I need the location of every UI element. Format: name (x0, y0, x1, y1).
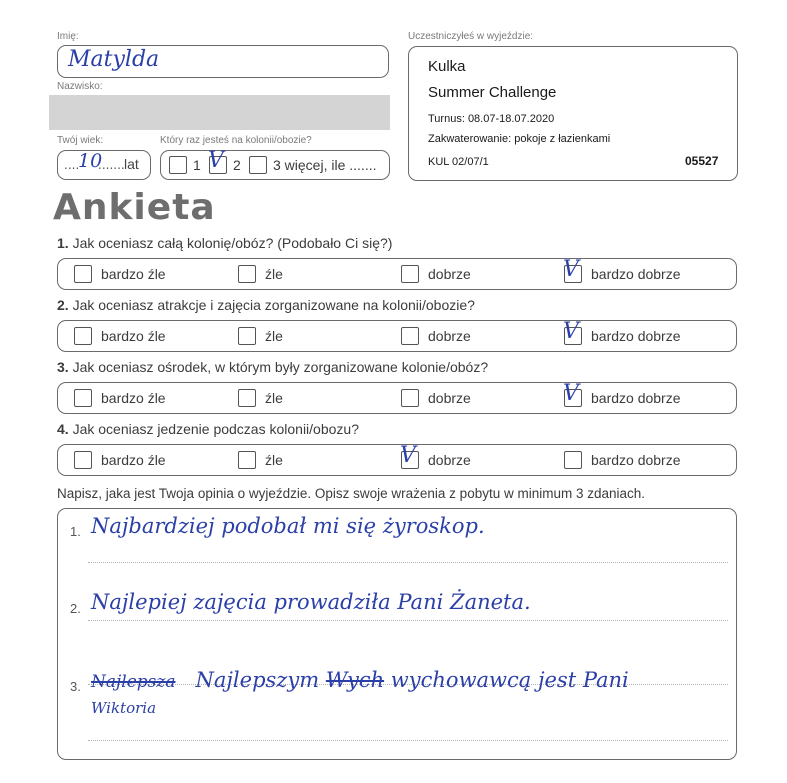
rating-option-label: bardzo dobrze (591, 266, 681, 282)
rating-option[interactable] (401, 264, 471, 284)
times-field (160, 150, 390, 180)
rating-checkbox[interactable] (563, 381, 582, 407)
times-checkbox-1[interactable] (169, 156, 187, 174)
rating-option[interactable] (238, 326, 283, 346)
rating-option-label: bardzo źle (101, 266, 166, 282)
rating-option-label: dobrze (428, 390, 471, 406)
rating-checkbox[interactable] (401, 265, 419, 283)
rating-option[interactable] (74, 264, 166, 284)
times-checkbox-3[interactable] (249, 156, 267, 174)
rating-option[interactable] (74, 388, 166, 408)
trip-code: KUL 02/07/1 (428, 156, 489, 168)
rating-option-label: źle (265, 390, 283, 406)
opinion-box[interactable] (57, 508, 737, 760)
answer-3-number: 3. (70, 679, 81, 694)
times-option-1-label: 1 (193, 157, 201, 173)
name-value: Matylda (68, 47, 160, 72)
rating-option-label: bardzo dobrze (591, 390, 681, 406)
times-option-3-label: 3 więcej, ile ....... (273, 157, 377, 173)
question-3-text: 3. Jak oceniasz ośrodek, w którym były zorganizowane kolonie/obóz? (57, 359, 489, 375)
struck-word: Najlepsza (91, 672, 176, 692)
opinion-prompt: Napisz, jaka jest Twoja opinia o wyjeździe. Opisz swoje wrażenia z pobytu w minimum 3 zdaniach. (57, 486, 646, 501)
rating-checkbox[interactable] (238, 265, 256, 283)
rating-checkbox[interactable] (238, 451, 256, 469)
rating-option[interactable] (400, 443, 471, 470)
age-unit: lat (124, 156, 139, 172)
rating-option-label: bardzo źle (101, 452, 166, 468)
rating-option[interactable] (401, 388, 471, 408)
rating-checkbox[interactable] (238, 389, 256, 407)
rating-option-label: bardzo dobrze (591, 328, 681, 344)
checkmark-icon: V (563, 257, 579, 282)
rating-option[interactable] (563, 319, 681, 346)
age-dots-after: ....... (98, 158, 125, 172)
trip-turnus: Turnus: 08.07-18.07.2020 (428, 113, 555, 125)
rating-option[interactable] (564, 450, 681, 470)
question-2-text: 2. Jak oceniasz atrakcje i zajęcia zorganizowane na kolonii/obozie? (57, 297, 475, 313)
answer-2-text: Najlepiej zajęcia prowadziła Pani Żaneta. (91, 590, 531, 614)
checkmark-icon: V (400, 443, 416, 468)
rating-option[interactable] (238, 450, 283, 470)
answer-line (88, 740, 728, 741)
rating-checkbox[interactable] (238, 327, 256, 345)
rating-checkbox[interactable] (563, 319, 582, 345)
rating-option[interactable] (563, 381, 681, 408)
rating-option-label: dobrze (428, 266, 471, 282)
question-1-options (57, 258, 737, 290)
answer-2-number: 2. (70, 601, 81, 616)
rating-checkbox[interactable] (401, 327, 419, 345)
age-label: Twój wiek: (57, 135, 104, 146)
trip-name: Kulka (428, 58, 466, 75)
rating-option[interactable] (238, 264, 283, 284)
trip-label: Uczestniczyłeś w wyjeździe: (408, 31, 534, 42)
rating-option-label: źle (265, 328, 283, 344)
survey-title: Ankieta (53, 187, 216, 228)
answer-line (88, 620, 728, 621)
rating-checkbox[interactable] (563, 257, 582, 283)
times-option-3[interactable] (249, 155, 376, 175)
checkmark-icon: V (563, 319, 579, 344)
answer-1-number: 1. (70, 524, 81, 539)
surname-label: Nazwisko: (57, 81, 103, 92)
rating-option[interactable] (74, 326, 166, 346)
struck-word: Wych (325, 668, 385, 692)
checkmark-icon: V (208, 148, 224, 173)
rating-checkbox[interactable] (400, 443, 419, 469)
question-4-text: 4. Jak oceniasz jedzenie podczas kolonii/obozu? (57, 421, 359, 437)
rating-option-label: źle (265, 266, 283, 282)
rating-checkbox[interactable] (74, 451, 92, 469)
rating-option-label: dobrze (428, 328, 471, 344)
question-4-options (57, 444, 737, 476)
trip-program: Summer Challenge (428, 84, 557, 101)
rating-checkbox[interactable] (74, 389, 92, 407)
answer-3-part-1: Najlepszym (195, 668, 320, 692)
checkmark-icon: V (563, 381, 579, 406)
times-checkbox-2[interactable] (208, 148, 227, 174)
answer-3-part-2: wychowawcą jest Pani (390, 668, 629, 692)
times-label: Który raz jesteś na kolonii/obozie? (160, 135, 312, 146)
surname-redaction (49, 95, 390, 130)
age-dots-before: .... (64, 158, 80, 172)
rating-option-label: bardzo dobrze (591, 452, 681, 468)
question-1-text: 1. Jak oceniasz całą kolonię/obóz? (Podobało Ci się?) (57, 235, 393, 251)
trip-number: 05527 (685, 154, 719, 168)
name-label: Imię: (57, 31, 79, 42)
rating-checkbox[interactable] (74, 265, 92, 283)
trip-accommodation: Zakwaterowanie: pokoje z łazienkami (428, 133, 611, 145)
rating-option[interactable] (238, 388, 283, 408)
rating-option-label: bardzo źle (101, 390, 166, 406)
question-2-options (57, 320, 737, 352)
answer-3-text (91, 668, 629, 692)
rating-option-label: dobrze (428, 452, 471, 468)
answer-line (88, 562, 728, 563)
rating-checkbox[interactable] (401, 389, 419, 407)
times-option-2[interactable] (208, 148, 241, 175)
age-value: 10 (78, 150, 103, 172)
trip-box (408, 46, 738, 181)
rating-option-label: źle (265, 452, 283, 468)
question-3-options (57, 382, 737, 414)
answer-3-continuation: Wiktoria (91, 699, 157, 717)
age-field[interactable] (57, 150, 151, 180)
rating-checkbox[interactable] (74, 327, 92, 345)
times-option-1[interactable] (169, 155, 201, 175)
rating-option[interactable] (563, 257, 681, 284)
times-option-2-label: 2 (233, 157, 241, 173)
rating-checkbox[interactable] (564, 451, 582, 469)
rating-option[interactable] (74, 450, 166, 470)
answer-1-text: Najbardziej podobał mi się żyroskop. (91, 514, 485, 538)
name-field[interactable] (57, 45, 389, 78)
rating-option-label: bardzo źle (101, 328, 166, 344)
rating-option[interactable] (401, 326, 471, 346)
